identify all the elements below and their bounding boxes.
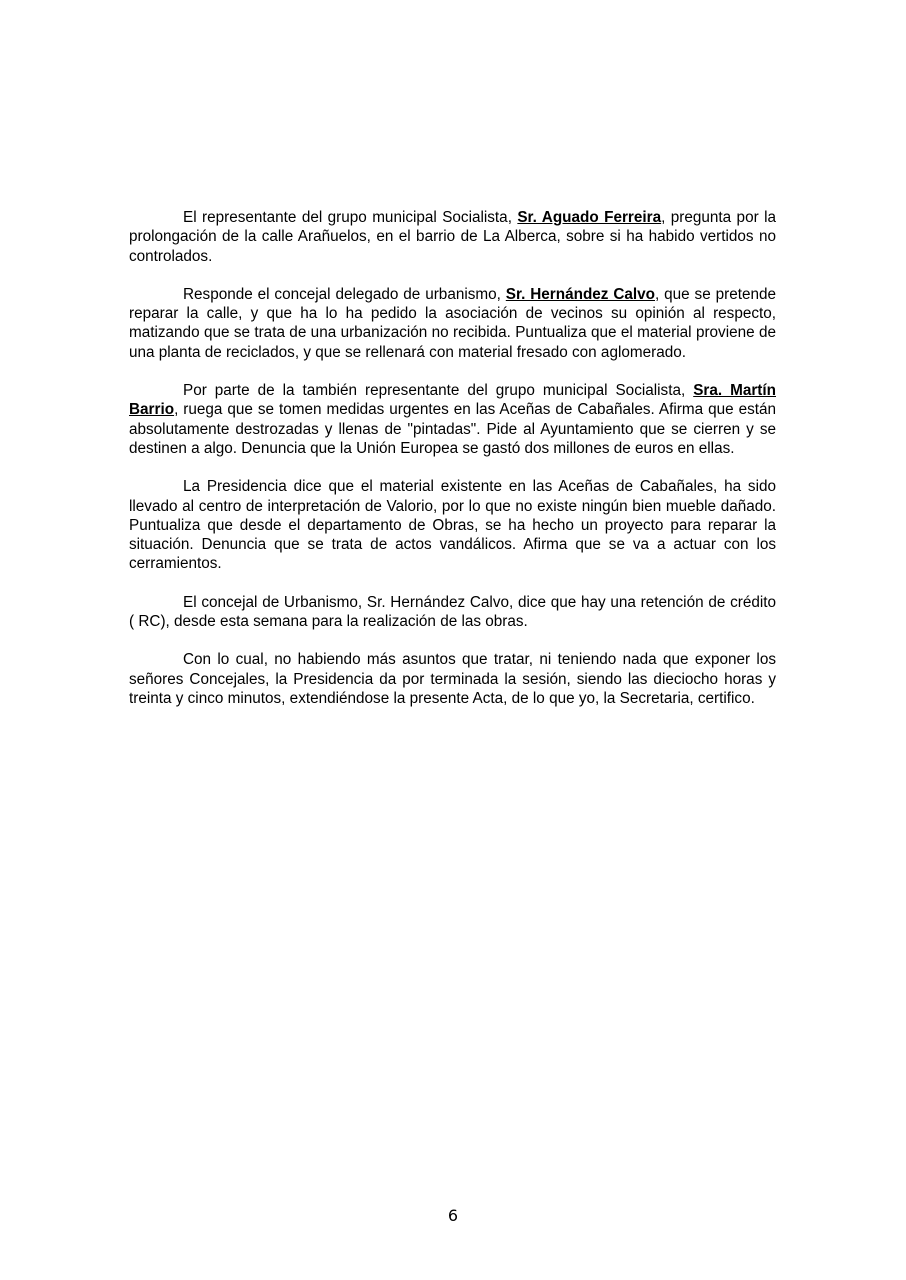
paragraph-aguado-ferreira [129, 208, 776, 266]
page-number: 6 [447, 1206, 459, 1225]
paragraph-retencion-credito: El concejal de Urbanismo, Sr. Hernández Calvo, dice que hay una retención de crédito ( RC), desde esta semana para la realización de las obras. [129, 593, 776, 631]
paragraph-text-after: , ruega que se tomen medidas urgentes en las Aceñas de Cabañales. Afirma que están absolutamente destrozadas y llenas de "pintadas". Pide al Ayuntamiento que se cierren y se destinen a algo. Denuncia que la Unión Europea se gastó dos millones de euros en ellas. [129, 401, 776, 457]
paragraph-martin-barrio [129, 381, 776, 458]
speaker-name: Sr. Aguado Ferreira [517, 209, 662, 226]
paragraph-text-before: El representante del grupo municipal Socialista, [183, 209, 518, 226]
paragraph-text-before: Por parte de la también representante del grupo municipal Socialista, [183, 382, 694, 400]
speaker-name: Sr. Hernández Calvo [505, 285, 655, 303]
paragraph-cierre-sesion: Con lo cual, no habiendo más asuntos que tratar, ni teniendo nada que exponer los señores Concejales, la Presidencia da por terminada la sesión, siendo las dieciocho horas y treinta y cinco minutos, extendiéndose la presente Acta, de lo que yo, la Secretaria, certifico. [129, 651, 776, 707]
paragraph-hernandez-calvo [129, 285, 776, 362]
paragraph-text-after: , pregunta por la prolongación de la calle Arañuelos, en el barrio de La Alberca, sobre si ha habido vertidos no controlados. [129, 209, 776, 265]
document-body [129, 208, 776, 727]
paragraph-text-after: , que se pretende reparar la calle, y que ha lo ha pedido la asociación de vecinos su opinión al respecto, matizando que se trata de una urbanización no recibida. Puntualiza que el material proviene de una planta de reciclados, y que se rellenará con material fresado con aglomerado. [129, 285, 777, 361]
paragraph-text-before: Responde el concejal delegado de urbanismo, [183, 285, 506, 303]
paragraph-presidencia: La Presidencia dice que el material existente en las Aceñas de Cabañales, ha sido llevado al centro de interpretación de Valorio, por lo que no existe ningún bien mueble dañado. Puntualiza que desde el departamento de Obras, se ha hecho un proyecto para reparar la situación. Denuncia que se trata de actos vandálicos. Afirma que se va a actuar con los cerramientos. [129, 478, 776, 573]
speaker-name: Sra. Martín Barrio [129, 382, 776, 419]
